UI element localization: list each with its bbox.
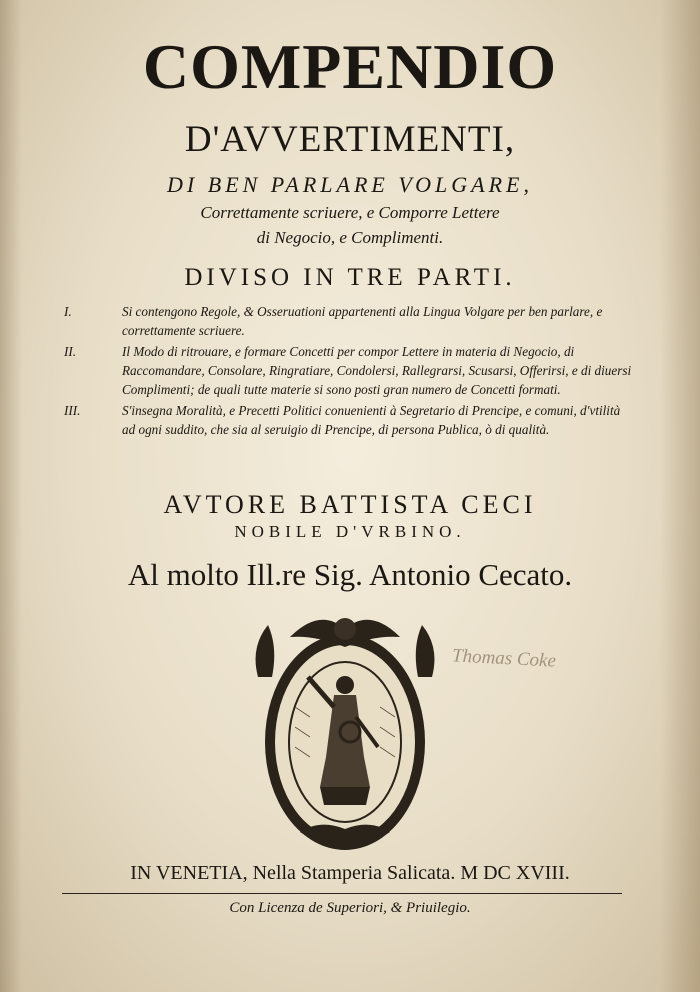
part-numeral: III. [64,403,81,418]
subtitle-line-2: DI BEN PARLARE VOLGARE, [167,172,533,197]
printers-device-woodcut [250,607,440,857]
author-origin: NOBILE D'VRBINO. [234,522,466,541]
handwritten-signature [451,645,556,672]
part-text: S'insegna Moralità, e Precetti Politici conuenienti à Segretario di Prencipe, e comuni, d'vtilità ad ogni suddito, che sia al seruigio di Prencipe, di persona Publica, ò di qualità. [122,403,621,437]
device-right-scroll [416,625,435,677]
division-heading: DIVISO IN TRE PARTI. [184,264,516,291]
subtitle-line-1: D'AVVERTIMENTI, [184,119,516,160]
imprint-rule [62,893,622,894]
part-text: Il Modo di ritrouare, e formare Concetti per compor Lettere in materia di Negocio, di Raccomandare, Consolare, Ringratiare, Condolersi, Rallegrarsi, Scusarsi, Offerirsi, e di diuersi Complimenti; de quali tutte materie si sono posti gran numero de Concetti formati. [122,344,632,397]
part-numeral: II. [64,344,77,359]
subtitle-line-3: Correttamente scriuere, e Comporre Lettere [200,203,500,222]
subtitle-line-4: di Negocio, e Complimenti. [256,228,444,247]
part-item [64,401,634,439]
parts-list [64,302,634,441]
imprint-line: IN VENETIA, Nella Stamperia Salicata. M DC XVIII. [130,862,570,884]
signature-text: Thomas Coke [451,645,557,672]
part-numeral: I. [64,304,72,319]
author-line: AVTORE BATTISTA CECI [163,490,537,519]
part-item [64,342,634,399]
book-title: COMPENDIO [142,31,558,102]
device-head [334,618,356,640]
dedication: Al molto Ill.re Sig. Antonio Cecato. [127,557,573,592]
device-left-scroll [256,625,275,677]
part-text: Si contengono Regole, & Osseruationi appartenenti alla Lingua Volgare per ben parlare, e correttamente scriuere. [122,304,603,338]
part-item [64,302,634,340]
license-line: Con Licenza de Superiori, & Priuilegio. [229,900,471,916]
